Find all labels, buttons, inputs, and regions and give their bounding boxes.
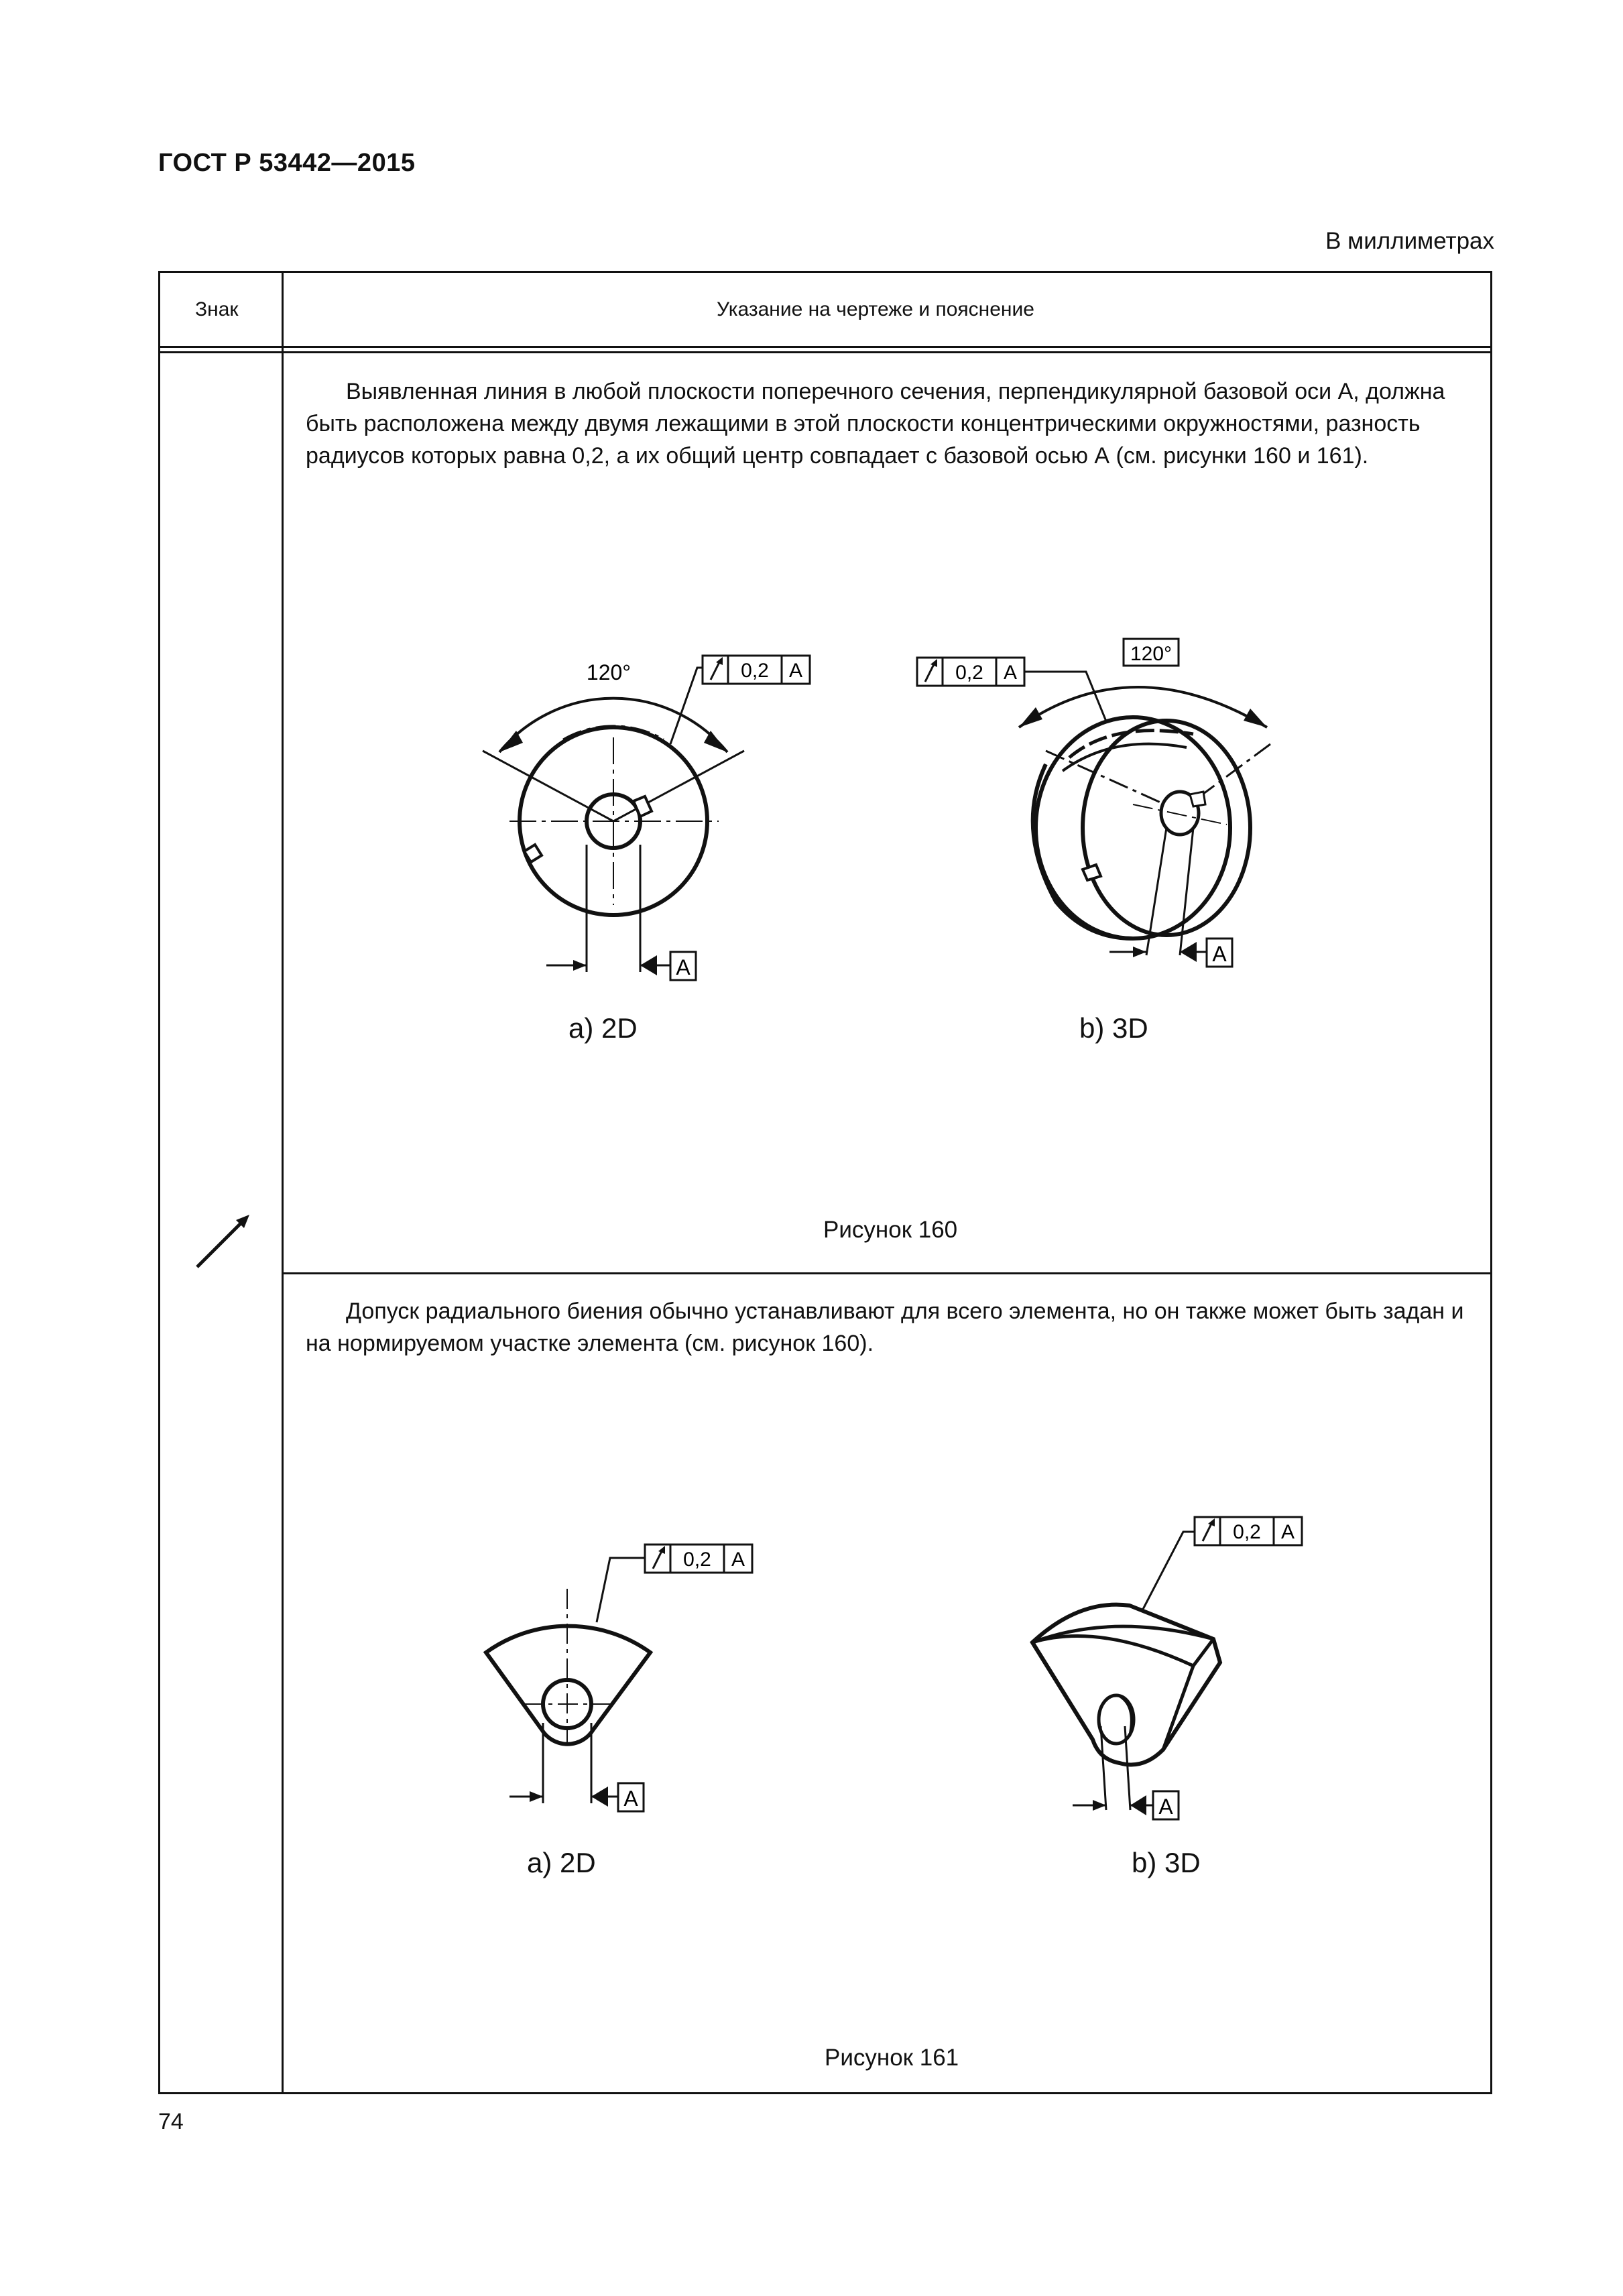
column-header-sign: Знак [195, 298, 239, 320]
subcaption-160b: b) 3D [1079, 1012, 1148, 1044]
section2-text: Допуск радиального биения обычно устанавливают для всего элемента, но он также может быть задан и на нормируемом участке элемента (см. рисунок 160). [306, 1298, 1464, 1356]
figure-160a-2d-drawing [469, 650, 803, 999]
figure-161a-2d-drawing [469, 1522, 778, 1823]
tolerance-value-161b: 0,2 [1233, 1521, 1261, 1543]
section1-text: Выявленная линия в любой плоскости поперечного сечения, перпендикулярной базовой оси А, должна быть расположена между двумя лежащими в этой плоскости концентрическими окружностями, разность радиусов которых равна 0,2, а их общий центр совпадает с базовой осью А (см. рисунки 160 и 161). [306, 379, 1445, 469]
units-note: В миллиметрах [1325, 228, 1494, 254]
angle-label-3d: 120° [1130, 643, 1173, 665]
column-divider [282, 271, 284, 2094]
header-rule-1 [158, 346, 1492, 348]
subcaption-161a: a) 2D [527, 1847, 596, 1878]
datum-label-161a: A [623, 1787, 638, 1811]
datum-label: A [676, 955, 690, 979]
datum-label-161b: A [1158, 1795, 1173, 1819]
column-header-description: Указание на чертеже и пояснение [717, 298, 1034, 320]
page-number: 74 [158, 2109, 184, 2134]
fcf-datum-161b: A [1280, 1521, 1295, 1543]
angle-label: 120° [586, 660, 632, 684]
figure-160b-3d-drawing [912, 633, 1327, 999]
row-divider [282, 1272, 1492, 1274]
subcaption-160a: a) 2D [568, 1012, 638, 1044]
fcf-datum-3d: A [1003, 662, 1018, 684]
datum-label-3d: A [1212, 942, 1227, 966]
document-header: ГОСТ Р 53442—2015 [158, 149, 416, 177]
figure-160-caption: Рисунок 160 [823, 1217, 958, 1243]
figure-161b-3d-drawing [1019, 1505, 1341, 1827]
circular-runout-arrow-icon [188, 1207, 261, 1274]
tolerance-value: 0,2 [741, 660, 769, 682]
fcf-datum: A [788, 660, 803, 682]
subcaption-161b: b) 3D [1132, 1847, 1201, 1878]
tolerance-value-3d: 0,2 [955, 662, 983, 684]
tolerance-value-161a: 0,2 [683, 1549, 711, 1571]
fcf-datum-161a: A [731, 1549, 745, 1571]
header-rule-2 [158, 351, 1492, 353]
figure-161-caption: Рисунок 161 [825, 2045, 959, 2071]
